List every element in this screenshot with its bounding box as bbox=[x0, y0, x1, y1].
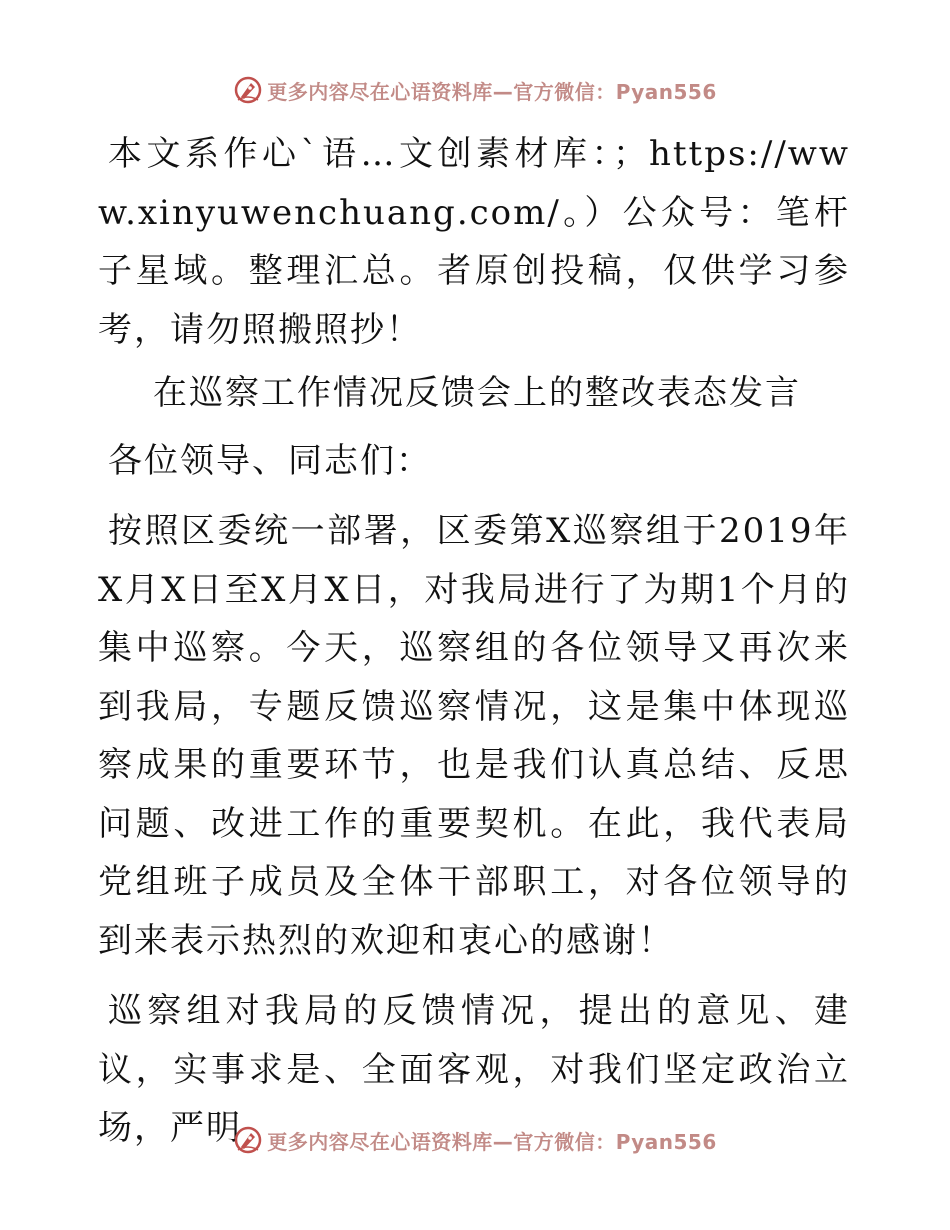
header-banner bbox=[0, 70, 950, 110]
footer-banner bbox=[0, 1120, 950, 1160]
document-body bbox=[98, 125, 850, 1158]
pen-nib-logo-icon bbox=[233, 75, 263, 105]
body-paragraph: 按照区委统一部署，区委第X巡察组于2019年X月X日至X月X日，对我局进行了为期1个月的集中巡察。今天，巡察组的各位领导又再次来到我局，专题反馈巡察情况，这是集中体现巡察成果的重要环节，也是我们认真总结、反思问题、改进工作的重要契机。在此，我代表局党组班子成员及全体干部职工，对各位领导的到来表示热烈的欢迎和衷心的感谢！ bbox=[98, 511, 850, 961]
document-title: 在巡察工作情况反馈会上的整改表态发言 bbox=[153, 373, 801, 413]
header-banner-text: 更多内容尽在心语资料库—官方微信：Pyan556 bbox=[267, 79, 717, 104]
body-paragraph: 巡察组对我局的反馈情况，提出的意见、建议，实事求是、全面客观，对我们坚定政治立场，严明 bbox=[98, 991, 850, 1148]
salutation: 各位领导、同志们： bbox=[108, 441, 432, 481]
footer-banner-text: 更多内容尽在心语资料库—官方微信：Pyan556 bbox=[267, 1129, 717, 1154]
intro-paragraph: 本文系作心`语…文创素材库：；https://www.xinyuwenchuang.com/。）公众号：笔杆子星域。整理汇总。者原创投稿，仅供学习参考，请勿照搬照抄！ bbox=[98, 134, 850, 350]
pen-nib-logo-icon bbox=[233, 1125, 263, 1155]
